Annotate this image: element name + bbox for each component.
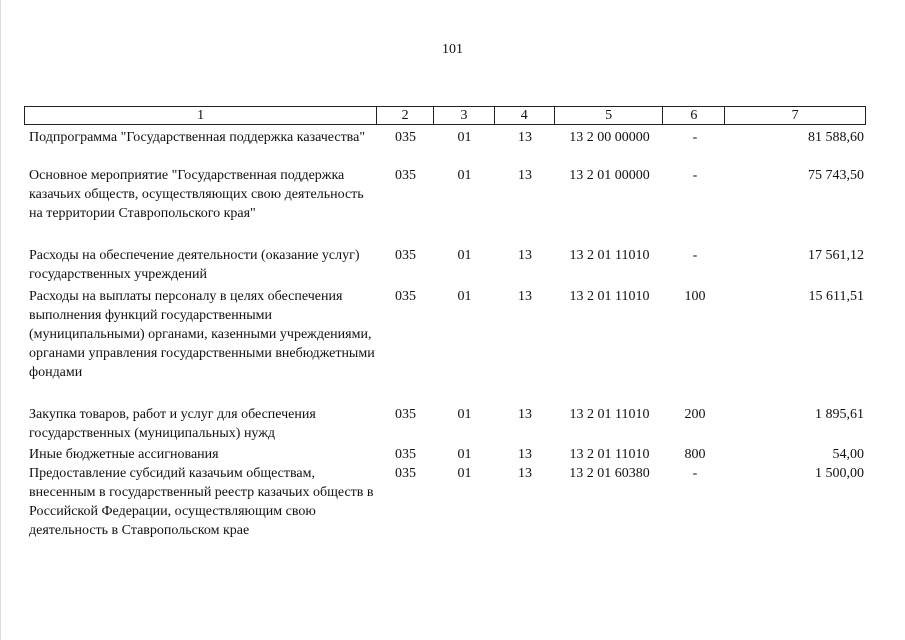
row-col-6: 100 <box>684 289 706 304</box>
row-name: Расходы на выплаты персоналу в целях обеспечения выполнения функций государственными (муниципальными) органами, казенными учреждениями, органами управления государственными внебюджетными фондами <box>29 289 375 380</box>
row-col-2: 035 <box>395 248 416 263</box>
row-name: Закупка товаров, работ и услуг для обеспечения государственных (муниципальных) нужд <box>29 407 316 441</box>
row-col-7: 54,00 <box>832 447 864 462</box>
row-col-6: 800 <box>684 447 706 462</box>
row-col-4: 13 <box>518 168 532 183</box>
table-row <box>24 405 866 445</box>
row-col-5: 13 2 01 00000 <box>569 168 650 183</box>
row-col-2: 035 <box>395 289 416 304</box>
row-col-2: 035 <box>395 168 416 183</box>
row-col-4: 13 <box>518 130 532 145</box>
row-name: Подпрограмма "Государственная поддержка казачества" <box>29 130 366 145</box>
row-col-2: 035 <box>395 407 416 422</box>
header-col-5: 5 <box>555 107 664 124</box>
table-row <box>24 246 866 287</box>
row-col-3: 01 <box>457 289 472 304</box>
row-col-2: 035 <box>395 130 416 145</box>
row-col-3: 01 <box>457 130 472 145</box>
row-col-4: 13 <box>518 248 532 263</box>
row-col-5: 13 2 01 11010 <box>569 447 650 462</box>
row-col-7: 1 895,61 <box>815 407 864 422</box>
row-col-6: - <box>692 248 698 263</box>
table-row <box>24 128 866 166</box>
row-col-5: 13 2 01 11010 <box>569 248 650 263</box>
row-col-7: 81 588,60 <box>808 130 864 145</box>
header-col-2: 2 <box>377 107 434 124</box>
header-col-7: 7 <box>791 108 799 123</box>
row-col-5: 13 2 00 00000 <box>569 130 650 145</box>
row-col-3: 01 <box>457 168 472 183</box>
table-row <box>24 464 866 544</box>
header-col-4: 4 <box>495 107 555 124</box>
row-name: Иные бюджетные ассигнования <box>29 447 219 462</box>
row-col-5: 13 2 01 11010 <box>569 289 650 304</box>
header-col-1: 1 <box>25 107 377 124</box>
table-row <box>24 166 866 246</box>
row-col-5: 13 2 01 60380 <box>569 466 650 481</box>
row-col-3: 01 <box>457 407 472 422</box>
row-col-6: 200 <box>684 407 706 422</box>
row-col-3: 01 <box>457 466 472 481</box>
row-name: Основное мероприятие "Государственная поддержка казачьих обществ, осуществляющих свою деятельность на территории Ставропольского края" <box>29 168 364 221</box>
header-col-3: 3 <box>434 107 495 124</box>
row-col-3: 01 <box>457 447 472 462</box>
table-body <box>24 128 866 544</box>
row-col-2: 035 <box>395 447 416 462</box>
row-col-2: 035 <box>395 466 416 481</box>
table-row <box>24 287 866 405</box>
row-col-6: - <box>692 168 698 183</box>
row-name: Расходы на обеспечение деятельности (оказание услуг) государственных учреждений <box>29 248 360 282</box>
row-col-4: 13 <box>518 466 532 481</box>
row-col-4: 13 <box>518 289 532 304</box>
row-col-3: 01 <box>457 248 472 263</box>
row-col-4: 13 <box>518 447 532 462</box>
table-row <box>24 445 866 464</box>
header-col-6: 6 <box>663 107 725 124</box>
row-col-7: 75 743,50 <box>808 168 864 183</box>
row-col-7: 1 500,00 <box>815 466 864 481</box>
row-col-4: 13 <box>518 407 532 422</box>
row-col-7: 15 611,51 <box>808 289 864 304</box>
row-col-5: 13 2 01 11010 <box>569 407 650 422</box>
row-col-6: - <box>692 130 698 145</box>
page-edge-line <box>0 0 1 640</box>
table-header-row <box>24 106 866 125</box>
row-col-7: 17 561,12 <box>808 248 864 263</box>
page-number: 101 <box>442 42 463 57</box>
row-name: Предоставление субсидий казачьим обществам, внесенным в государственный реестр казачьих обществ в Российской Федерации, осуществляющим свою деятельность в Ставропольском крае <box>29 466 374 538</box>
row-col-6: - <box>692 466 698 481</box>
